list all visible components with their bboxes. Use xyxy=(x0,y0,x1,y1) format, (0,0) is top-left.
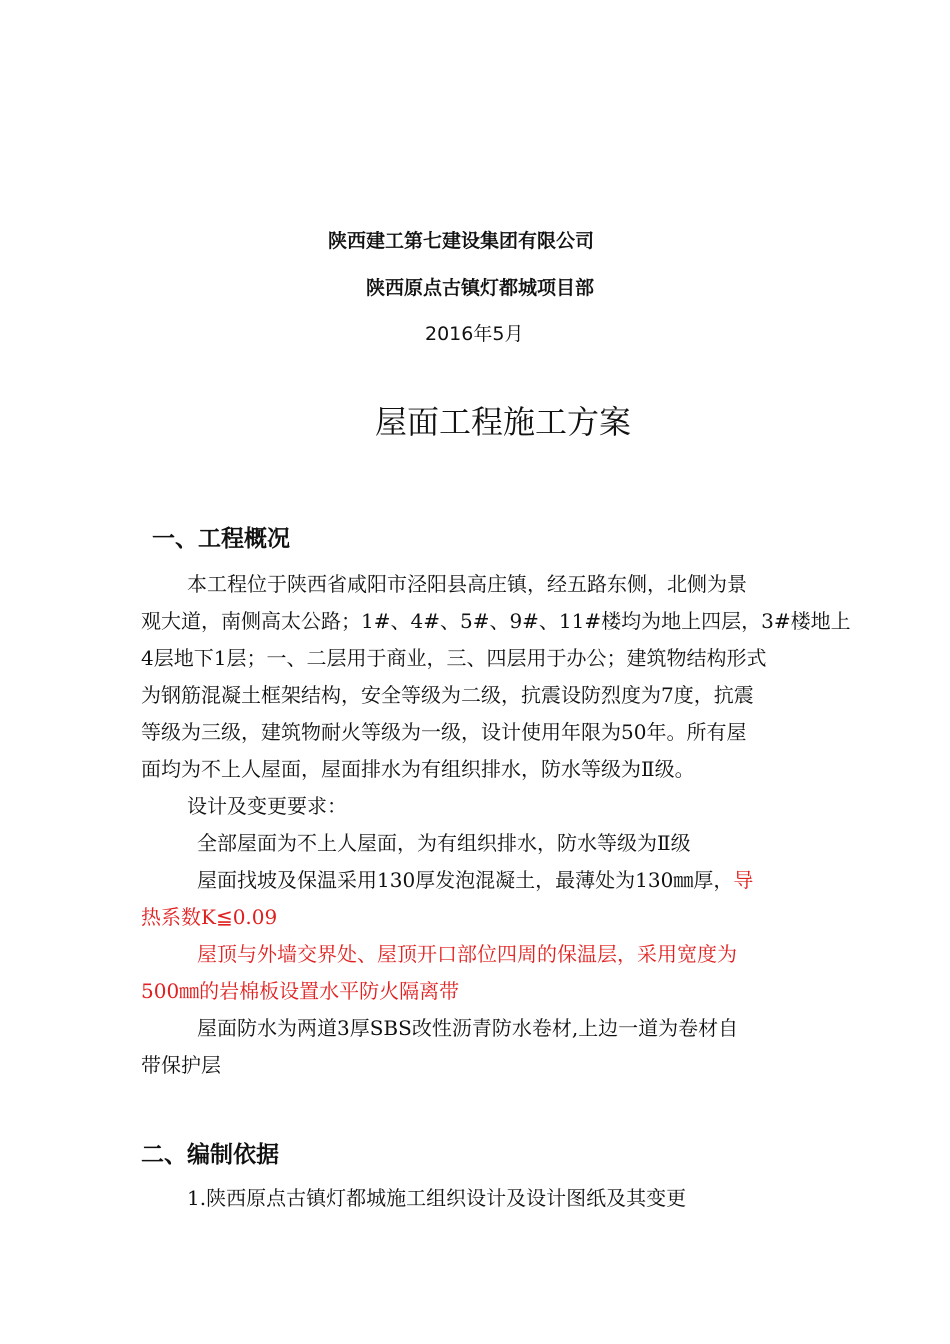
requirement-item: 屋面防水为两道3厚SBS改性沥青防水卷材,上边一道为卷材自 xyxy=(197,1016,739,1040)
section-heading-overview: 一、工程概况 xyxy=(152,526,290,552)
paragraph-line: 4层地下1层；一、二层用于商业，三、四层用于办公；建筑物结构形式 xyxy=(141,646,767,670)
document-title: 屋面工程施工方案 xyxy=(375,403,632,441)
paragraph-line: 等级为三级，建筑物耐火等级为一级，设计使用年限为50年。所有屋 xyxy=(141,720,747,744)
highlight-text: 屋顶与外墙交界处、屋顶开口部位四周的保温层，采用宽度为 xyxy=(197,942,737,966)
list-item: 1.陕西原点古镇灯都城施工组织设计及设计图纸及其变更 xyxy=(187,1186,687,1210)
requirement-item: 全部屋面为不上人屋面，为有组织排水，防水等级为Ⅱ级 xyxy=(197,831,691,855)
requirement-item xyxy=(197,862,753,899)
highlight-text: 热系数K≦0.09 xyxy=(141,905,278,929)
paragraph-line: 观大道，南侧高太公路；1#、4#、5#、9#、11#楼均为地上四层，3#楼地上 xyxy=(141,609,851,633)
project-department: 陕西原点古镇灯都城项目部 xyxy=(366,277,595,299)
highlight-text: 导 xyxy=(733,868,754,892)
section-heading-basis: 二、编制依据 xyxy=(141,1142,279,1168)
paragraph-line: 面均为不上人屋面，屋面排水为有组织排水，防水等级为Ⅱ级。 xyxy=(141,757,695,781)
requirements-label: 设计及变更要求： xyxy=(187,794,347,818)
company-name: 陕西建工第七建设集团有限公司 xyxy=(328,230,595,252)
paragraph-line: 本工程位于陕西省咸阳市泾阳县高庄镇，经五路东侧，北侧为景 xyxy=(187,572,747,596)
paragraph-line: 为钢筋混凝土框架结构，安全等级为二级，抗震设防烈度为7度，抗震 xyxy=(141,683,754,707)
requirement-text: 屋面找坡及保温采用130厚发泡混凝土，最薄处为130㎜厚， xyxy=(197,868,734,892)
requirement-item: 带保护层 xyxy=(141,1053,221,1077)
document-date: 2016年5月 xyxy=(425,323,524,345)
highlight-text: 500㎜的岩棉板设置水平防火隔离带 xyxy=(141,979,460,1003)
